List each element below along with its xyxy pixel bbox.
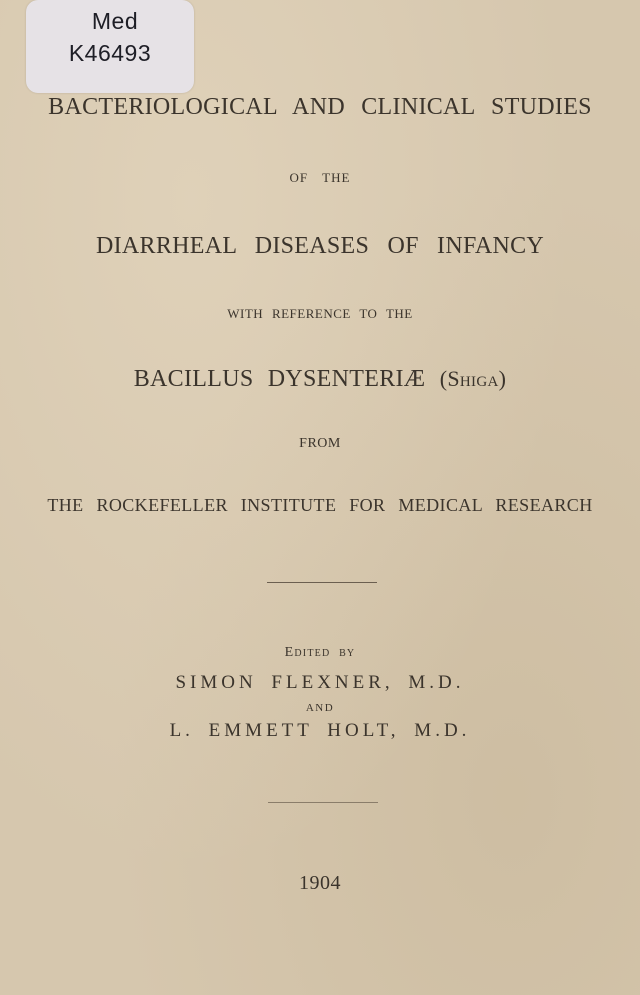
title-line-5-paren: (Shiga) xyxy=(439,366,507,391)
title-line-2: OF THE xyxy=(289,170,351,185)
library-call-number-label xyxy=(26,0,194,93)
title-line-1: BACTERIOLOGICAL AND CLINICAL STUDIES xyxy=(48,94,592,120)
author-conjunction: AND xyxy=(305,702,335,714)
library-label-collection: Med xyxy=(91,8,139,34)
title-line-5-main: BACILLUS DYSENTERIÆ xyxy=(133,366,426,392)
title-line-3: DIARRHEAL DISEASES OF INFANCY xyxy=(95,233,545,259)
institute-name: THE ROCKEFELLER INSTITUTE FOR MEDICAL RESEARCH xyxy=(47,495,593,515)
title-line-4: WITH REFERENCE TO THE xyxy=(227,306,413,321)
divider-rule-lower xyxy=(268,802,378,803)
edited-by-label: Edited by xyxy=(284,645,356,660)
publication-year: 1904 xyxy=(299,872,341,894)
title-line-5 xyxy=(0,366,640,393)
author-2: L. EMMETT HOLT, M.D. xyxy=(169,720,471,741)
author-1: SIMON FLEXNER, M.D. xyxy=(175,672,465,693)
library-label-number: K46493 xyxy=(68,40,152,66)
divider-rule-upper xyxy=(267,582,377,583)
from-label: FROM xyxy=(299,436,341,451)
